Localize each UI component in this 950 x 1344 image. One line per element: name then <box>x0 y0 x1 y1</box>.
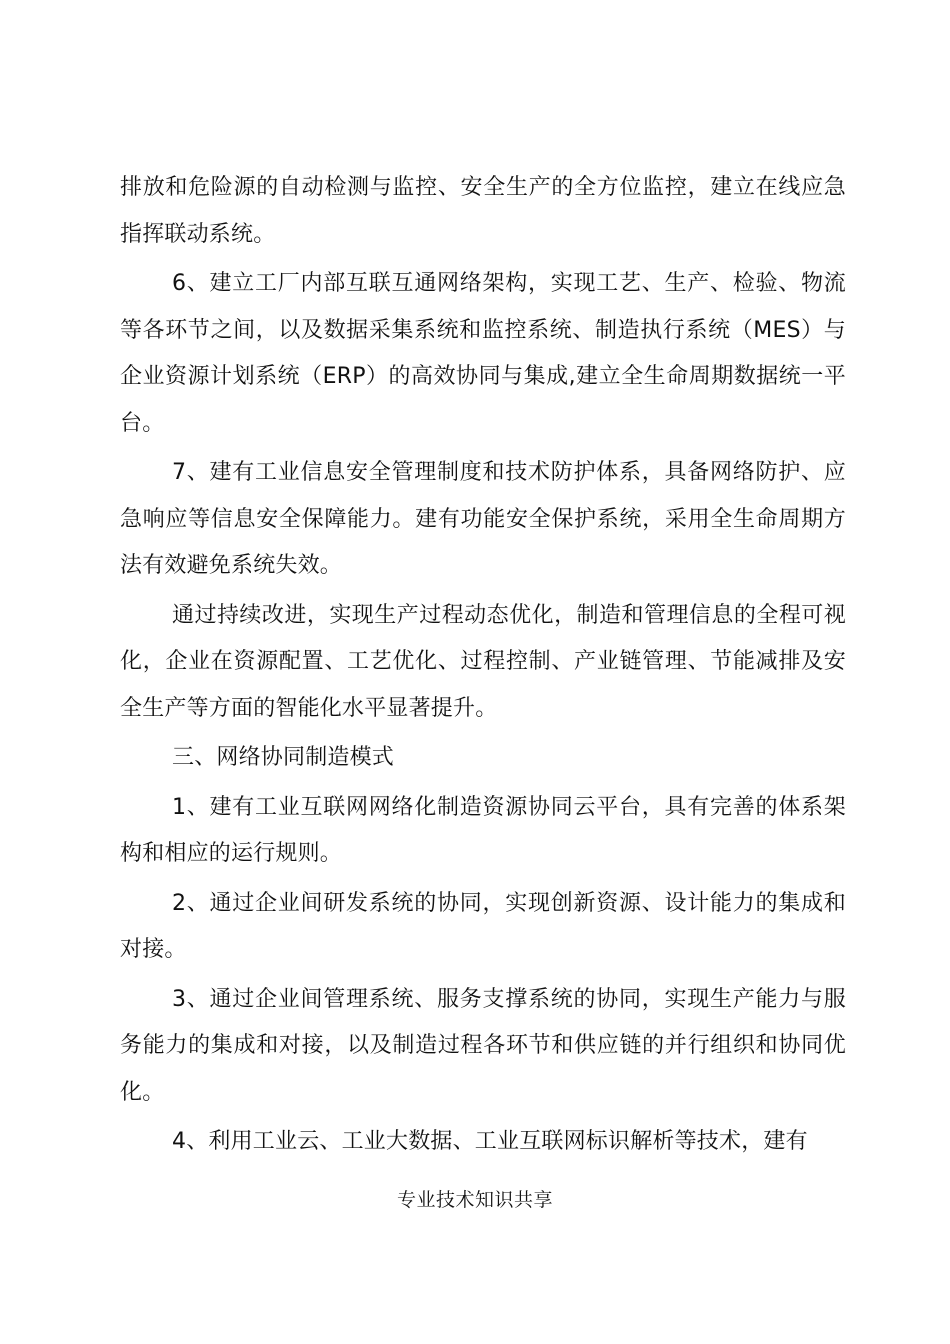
paragraph-item-3: 3、通过企业间管理系统、服务支撑系统的协同，实现生产能力与服务能力的集成和对接，以及制造过程各环节和供应链的并行组织和协同优化。 <box>120 986 846 1105</box>
paragraph-item-1: 1、建有工业互联网网络化制造资源协同云平台，具有完善的体系架构和相应的运行规则。 <box>120 794 846 866</box>
paragraph-item-4: 4、利用工业云、工业大数据、工业互联网标识解析等技术，建有 <box>172 1129 808 1154</box>
section-heading: 三、网络协同制造模式 <box>172 745 395 770</box>
page-footer: 专业技术知识共享 <box>396 1189 553 1211</box>
paragraph-item-6: 6、建立工厂内部互联互通网络架构，实现工艺、生产、检验、物流等各环节之间，以及数据采集系统和监控系统、制造执行系统（MES）与企业资源计划系统（ERP）的高效协同与集成,建立全生命周期数据统一平台。 <box>120 271 846 436</box>
paragraph-continuation: 排放和危险源的自动检测与监控、安全生产的全方位监控，建立在线应急指挥联动系统。 <box>120 175 846 247</box>
paragraph-summary: 通过持续改进，实现生产过程动态优化，制造和管理信息的全程可视化，企业在资源配置、工艺优化、过程控制、产业链管理、节能减排及安全生产等方面的智能化水平显著提升。 <box>120 602 846 721</box>
paragraph-item-7: 7、建有工业信息安全管理制度和技术防护体系，具备网络防护、应急响应等信息安全保障能力。建有功能安全保护系统，采用全生命周期方法有效避免系统失效。 <box>120 460 846 578</box>
document-body <box>120 165 846 1169</box>
paragraph-item-2: 2、通过企业间研发系统的协同，实现创新资源、设计能力的集成和对接。 <box>120 890 846 962</box>
